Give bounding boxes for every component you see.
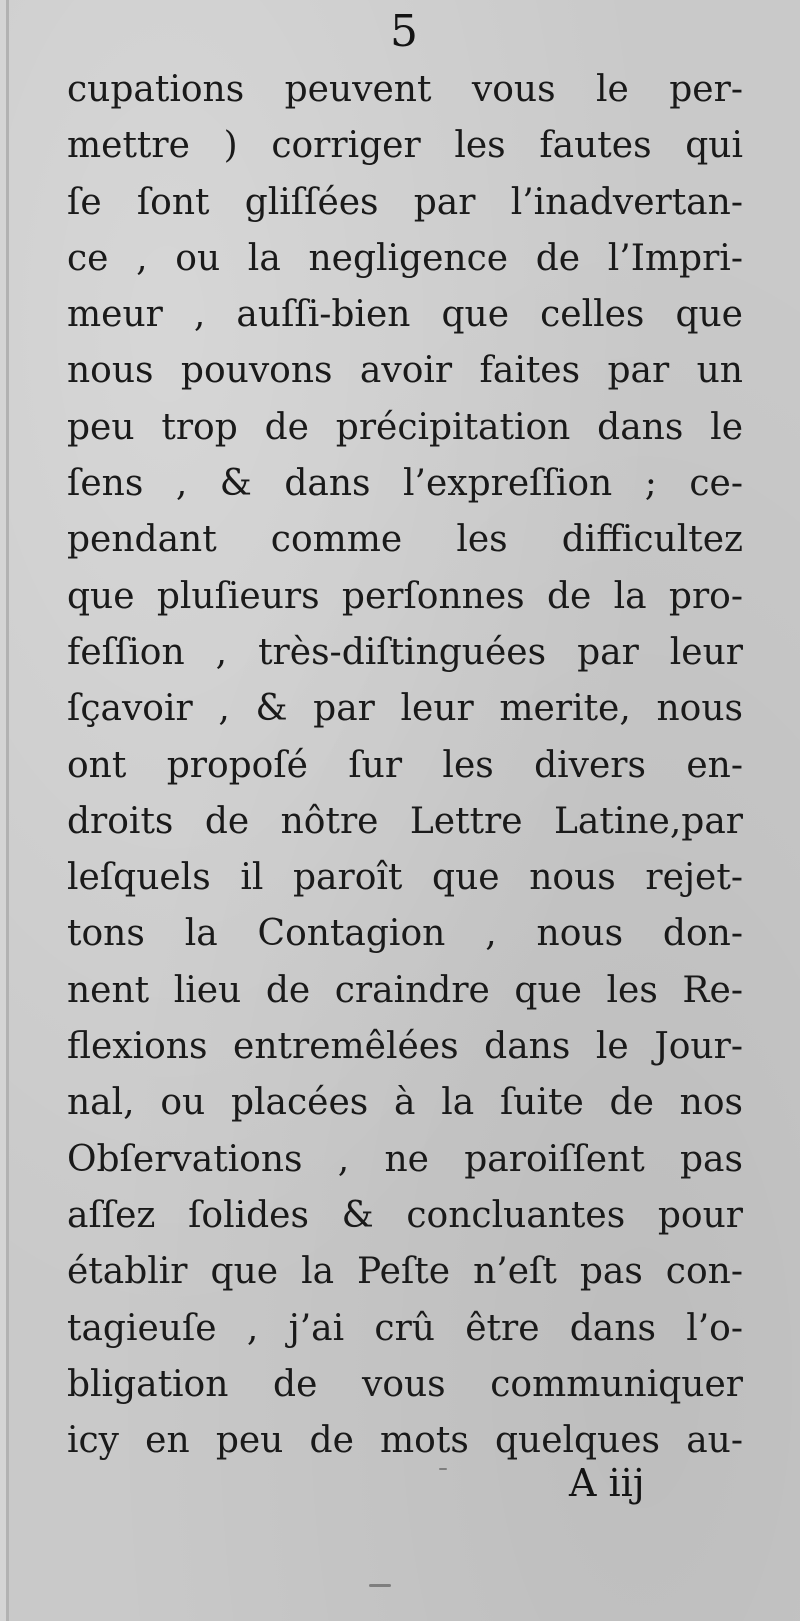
ink-mark xyxy=(439,1468,447,1470)
text-line: nous pouvons avoir faites par un xyxy=(67,350,743,392)
text-line: peu trop de précipitation dans le xyxy=(67,406,743,448)
text-line: que pluſieurs perſonnes de la pro- xyxy=(67,575,743,617)
text-line: établir que la Peſte n’eſt pas con- xyxy=(67,1251,743,1293)
text-line: bligation de vous communiquer xyxy=(67,1363,743,1405)
body-text xyxy=(67,62,743,1469)
text-line: ſens , & dans l’expreſſion ; ce- xyxy=(67,463,743,505)
text-line: nal, ou placées à la ſuite de nos xyxy=(67,1082,743,1124)
text-line: pendant comme les difficultez xyxy=(67,519,743,561)
text-line: tons la Contagion , nous don- xyxy=(67,913,743,955)
page-number: 5 xyxy=(390,6,418,57)
signature-mark: A iij xyxy=(569,1461,645,1505)
text-line: Obſervations , ne paroiſſent pas xyxy=(67,1138,743,1180)
ink-mark xyxy=(369,1584,391,1587)
text-line: ſe ſont gliſſées par l’inadvertan- xyxy=(67,181,743,223)
text-line: leſquels il paroît que nous rejet- xyxy=(67,857,743,899)
text-line: icy en peu de mots quelques au- xyxy=(67,1420,743,1462)
text-line: flexions entremêlées dans le Jour- xyxy=(67,1026,743,1068)
text-line: tagieuſe , j’ai crû être dans l’o- xyxy=(67,1307,743,1349)
text-line: mettre ) corriger les fautes qui xyxy=(67,125,743,167)
text-line: feſſion , très-diſtinguées par leur xyxy=(67,631,743,673)
text-line: ce , ou la negligence de l’Impri- xyxy=(67,237,743,279)
text-line: aſſez ſolides & concluantes pour xyxy=(67,1194,743,1236)
text-line: ſçavoir , & par leur merite, nous xyxy=(67,688,743,730)
text-line: droits de nôtre Lettre Latine,par xyxy=(67,800,743,842)
book-page xyxy=(6,0,800,1621)
text-line: nent lieu de craindre que les Re- xyxy=(67,969,743,1011)
text-line: ont propoſé ſur les divers en- xyxy=(67,744,743,786)
text-line: meur , auſſi-bien que celles que xyxy=(67,294,743,336)
text-line: cupations peuvent vous le per- xyxy=(67,69,743,110)
